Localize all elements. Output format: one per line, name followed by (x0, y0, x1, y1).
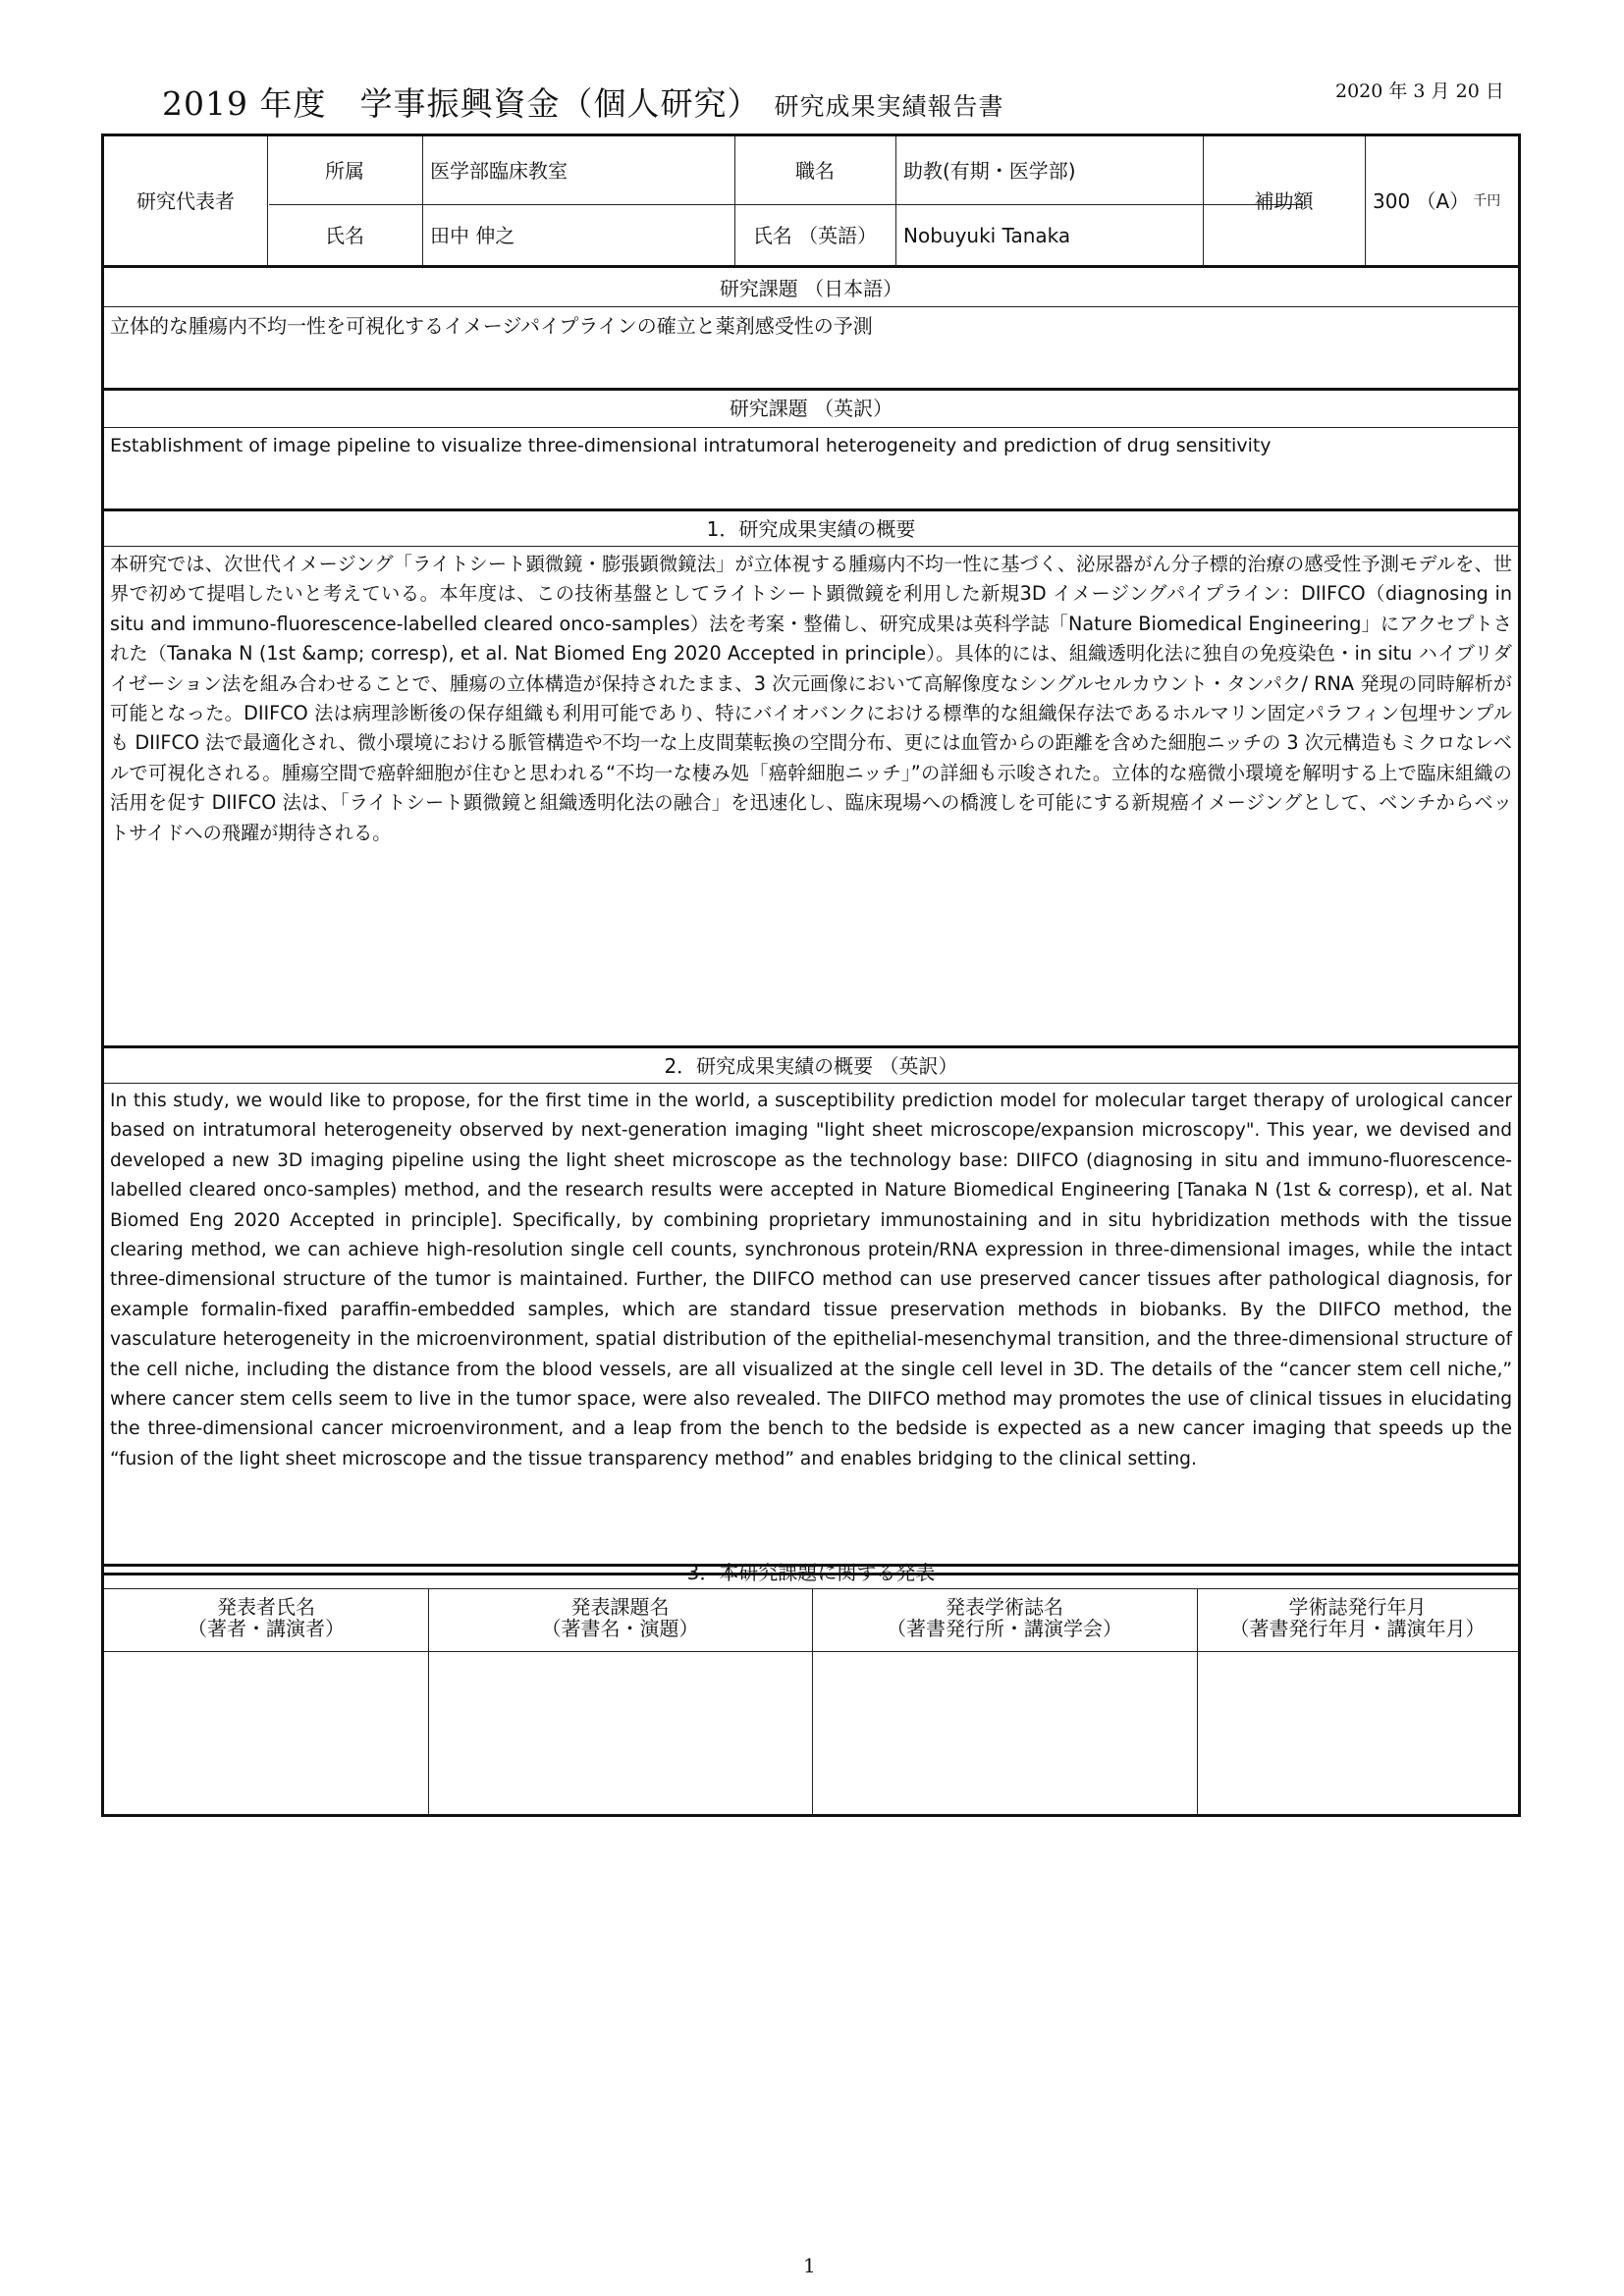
title-en-text: Establishment of image pipeline to visualize three-dimensional intratumoral heterogeneity and prediction of drug sensitivity (110, 435, 1272, 456)
publications-heading: 3．本研究課題に関する発表 (686, 1561, 936, 1584)
summary-en-text: In this study, we would like to propose, for the first time in the world, a susceptibility prediction model for molecular target therapy of urological cancer based on intratumoral heterogeneity observed by next-generation imaging "light sheet microscope/expansion microscopy". This year, we devised and developed a new 3D imaging pipeline using the light sheet microscope as the technology base: DIIFCO (diagnosing in situ and immuno-fluorescence-labelled cleared onco-samples) method, and the research results were accepted in Nature Biomedical Engineering [Tanaka N (1st & corresp), et al. Nat Biomed Eng 2020 Accepted in principle]. Specifically, by combining proprietary immunostaining and in situ hybridization methods with the tissue clearing method, we can achieve high-resolution single cell counts, synchronous protein/RNA expression in three-dimensional images, while the intact three-dimensional structure of the tumor is maintained. Further, the DIIFCO method can use preserved cancer tissues after pathological diagnosis, for example formalin-fixed paraffin-embedded samples, which are standard tissue preservation methods in biobanks. By the DIIFCO method, the vasculature heterogeneity in the microenvironment, spatial distribution of the epithelial-mesenchymal transition, and the three-dimensional structure of the cell niche, including the distance from the blood vessels, are all visualized at the single cell level in 3D. The details of the “cancer stem cell niche,” where cancer stem cells seem to live in the tumor space, were also revealed. The DIIFCO method may promotes the use of clinical tissues in elucidating the three-dimensional cancer microenvironment, and a leap from the bench to the bedside is expected as a new cancer imaging that speeds up the “fusion of the light sheet microscope and the tissue transparency method” and enables bridging to the clinical setting. (110, 1091, 1512, 1469)
name-value: 田中 伸之 (430, 223, 515, 247)
grant-amount (1365, 136, 1518, 265)
title-subtitle: 研究成果実績報告書 (774, 92, 1004, 121)
page-number: 1 (803, 2254, 816, 2277)
title-ja-text: 立体的な腫瘍内不均一性を可視化するイメージパイプラインの確立と薬剤感受性の予測 (110, 314, 873, 338)
report-form (101, 133, 1521, 1575)
publications-empty-row (104, 1652, 1518, 1809)
position-value: 助教(有期・医学部) (903, 158, 1076, 183)
name-en-label: 氏名 （英語） (752, 223, 878, 247)
affiliation-value: 医学部臨床教室 (430, 158, 568, 183)
representative-label: 研究代表者 (136, 188, 235, 213)
grant-label: 補助額 (1254, 188, 1314, 213)
grant-unit: 千円 (1473, 192, 1501, 209)
pub-col-journal: 発表学術誌名 （著書発行所・講演学会） (887, 1595, 1122, 1640)
position-label: 職名 (795, 158, 835, 183)
grant-amount-value: 300 （A） (1373, 188, 1470, 213)
pub-col-author: 発表者氏名 （著者・講演者） (188, 1595, 345, 1640)
publications-section (101, 1557, 1521, 1817)
summary-en-heading: 2．研究成果実績の概要 （英訳） (664, 1054, 958, 1078)
pub-col-date: 学術誌発行年月 （著書発行年月・講演年月） (1229, 1595, 1486, 1640)
name-en-value: Nobuyuki Tanaka (903, 223, 1071, 247)
summary-ja-text: 本研究では、次世代イメージング「ライトシート顕微鏡・膨張顕微鏡法」が立体視する腫瘍内不均一性に基づく、泌尿器がん分子標的治療の感受性予測モデルを、世界で初めて提唱したいと考えている。本年度は、この技術基盤としてライトシート顕微鏡を利用した新規3D イメージングパイプライン：DIIFCO（diagnosing in situ and immuno-fluorescence-labelled cleared onco-samples）法を考案・整備し、研究成果は英科学誌「Nature Biomedical Engineering」にアクセプトされた（Tanaka N (1st &amp; corresp), et al. Nat Biomed Eng 2020 Accepted in principle）。具体的には、組織透明化法に独自の免疫染色・in situ ハイブリダイゼーション法を組み合わせることで、腫瘍の立体構造が保持されたまま、3 次元画像において高解像度なシングルセルカウント・タンパク/ RNA 発現の同時解析が可能となった。DIIFCO 法は病理診断後の保存組織も利用可能であり、特にバイオバンクにおける標準的な組織保存法であるホルマリン固定パラフィン包埋サンプルも DIIFCO 法で最適化され、微小環境における脈管構造や不均一な上皮間葉転換の空間分布、更には血管からの距離を含めた細胞ニッチの 3 次元構造もミクロなレベルで可視化される。腫瘍空間で癌幹細胞が住むと思われる“不均一な棲み処「癌幹細胞ニッチ」”の詳細も示唆された。立体的な癌微小環境を解明する上で臨床組織の活用を促す DIIFCO 法は、「ライトシート顕微鏡と組織透明化法の融合」を迅速化し、臨床現場への橋渡しを可能にする新規癌イメージングとして、ベンチからベットサイドへの飛躍が期待される。 (110, 553, 1512, 844)
title-ja-heading: 研究課題 （日本語） (719, 277, 903, 300)
title-en-heading: 研究課題 （英訳） (729, 397, 893, 420)
report-date: 2020 年 3 月 20 日 (1335, 80, 1504, 102)
summary-ja-heading: 1．研究成果実績の概要 (706, 517, 916, 541)
page-title (162, 79, 1004, 125)
title-main: 2019 年度 学事振興資金（個人研究） (162, 84, 761, 123)
name-label: 氏名 (325, 223, 364, 247)
pub-col-title: 発表課題名 （著書名・演題） (541, 1595, 699, 1640)
affiliation-label: 所属 (325, 158, 364, 183)
